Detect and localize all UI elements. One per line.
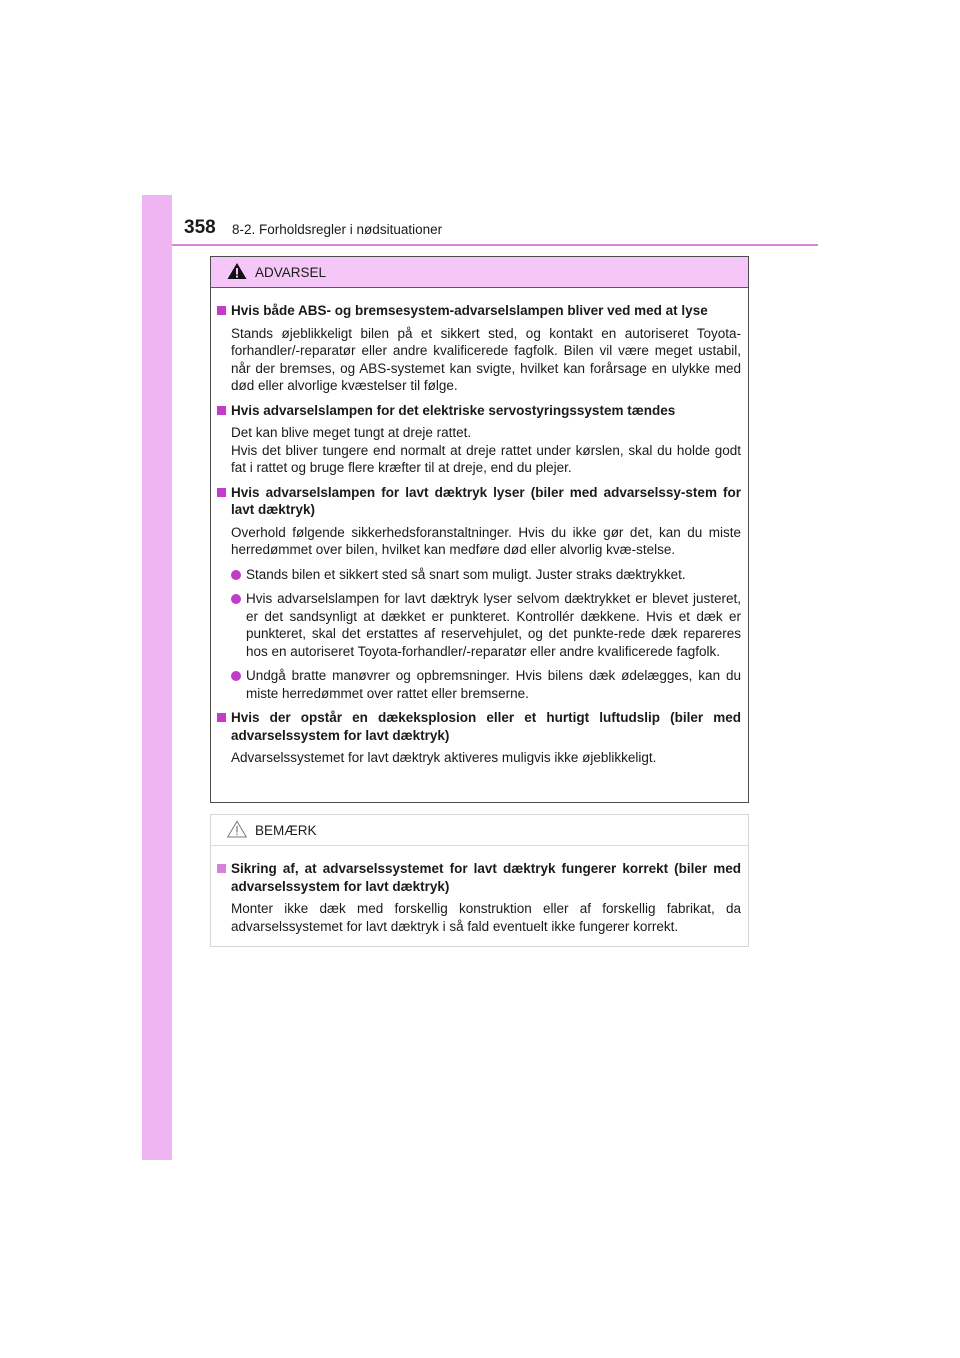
round-bullet-icon xyxy=(231,570,241,580)
item-body: Advarselssystemet for lavt dæktryk aktiveres muligvis ikke øjeblikkeligt. xyxy=(231,750,657,765)
notice-label: BEMÆRK xyxy=(255,823,317,838)
page-number: 358 xyxy=(184,217,216,238)
item-title: Hvis både ABS- og bremsesystem-advarselslampen bliver ved med at lyse xyxy=(216,302,741,320)
bullet-item: Stands bilen et sikkert sted så snart som muligt. Juster straks dæktrykket. xyxy=(216,566,741,584)
warning-content xyxy=(211,288,748,767)
warning-box xyxy=(210,256,749,803)
warning-label: ADVARSEL xyxy=(255,265,327,280)
item-body: Stands øjeblikkeligt bilen på et sikkert sted, og kontakt en autoriseret Toyota-forhandler/-reparatør eller andre kvalificerede fagfolk. Bilen vil være meget ustabil, når der bremses, og ABS-systemet kan svigte, hvilket kan forårsage en ulykke med død eller alvorlige kvæstelser til følge. xyxy=(231,325,741,393)
notice-box xyxy=(210,814,749,947)
item-body: Monter ikke dæk med forskellig konstruktion eller af forskellig fabrikat, da advarselssystemet for lavt dæktryk i så fald eventuelt ikke fungerer korrekt. xyxy=(231,901,741,934)
square-bullet-icon xyxy=(217,488,226,497)
warning-item xyxy=(216,302,741,395)
item-title: Hvis der opstår en dækeksplosion eller et hurtigt luftudslip (biler med advarselssystem for lavt dæktryk) xyxy=(216,709,741,744)
square-bullet-icon xyxy=(217,864,226,873)
item-title: Hvis advarselslampen for det elektriske servostyringssystem tændes xyxy=(216,402,741,420)
notice-content xyxy=(211,846,748,935)
item-body: Overhold følgende sikkerhedsforanstaltninger. Hvis du ikke gør det, kan du miste herredømmet over bilen, hvilket kan medføre død eller alvorlig kvæ-stelse. xyxy=(231,524,741,557)
notice-triangle-icon xyxy=(227,820,247,838)
warning-item xyxy=(216,709,741,767)
square-bullet-icon xyxy=(217,306,226,315)
notice-item xyxy=(216,860,741,935)
item-body: Det kan blive meget tungt at dreje rattet. Hvis det bliver tungere end normalt at dreje rattet under kørslen, skal du holde godt fat i rattet og bruge flere kræfter til at dreje, end du plejer. xyxy=(231,425,741,475)
bullet-item: Hvis advarselslampen for lavt dæktryk lyser selvom dæktrykket er blevet justeret, er det sandsynligt at dækket er punkteret. Kontrollér dækkene. Hvis et dæk er punkteret, skal det erstattes af reservehjulet, og det punkte-rede dæk repareres hos en autoriseret Toyota-forhandler/-reparatør eller andre kvalificerede fagfolk. xyxy=(216,590,741,660)
header-rule xyxy=(172,244,818,246)
warning-item xyxy=(216,402,741,477)
square-bullet-icon xyxy=(217,713,226,722)
warning-triangle-icon xyxy=(227,262,247,280)
item-title: Sikring af, at advarselssystemet for lavt dæktryk fungerer korrekt (biler med advarselssystem for lavt dæktryk) xyxy=(216,860,741,895)
item-title: Hvis advarselslampen for lavt dæktryk lyser (biler med advarselssy-stem for lavt dæktryk) xyxy=(216,484,741,519)
side-band xyxy=(142,195,172,1160)
warning-item xyxy=(216,484,741,703)
warning-box-header xyxy=(211,257,748,288)
notice-box-header xyxy=(211,815,748,846)
section-title: 8-2. Forholdsregler i nødsituationer xyxy=(232,222,443,237)
square-bullet-icon xyxy=(217,406,226,415)
bullet-item: Undgå bratte manøvrer og opbremsninger. Hvis bilens dæk ødelægges, kan du miste herredømmet over rattet eller bremserne. xyxy=(216,667,741,702)
round-bullet-icon xyxy=(231,594,241,604)
round-bullet-icon xyxy=(231,671,241,681)
